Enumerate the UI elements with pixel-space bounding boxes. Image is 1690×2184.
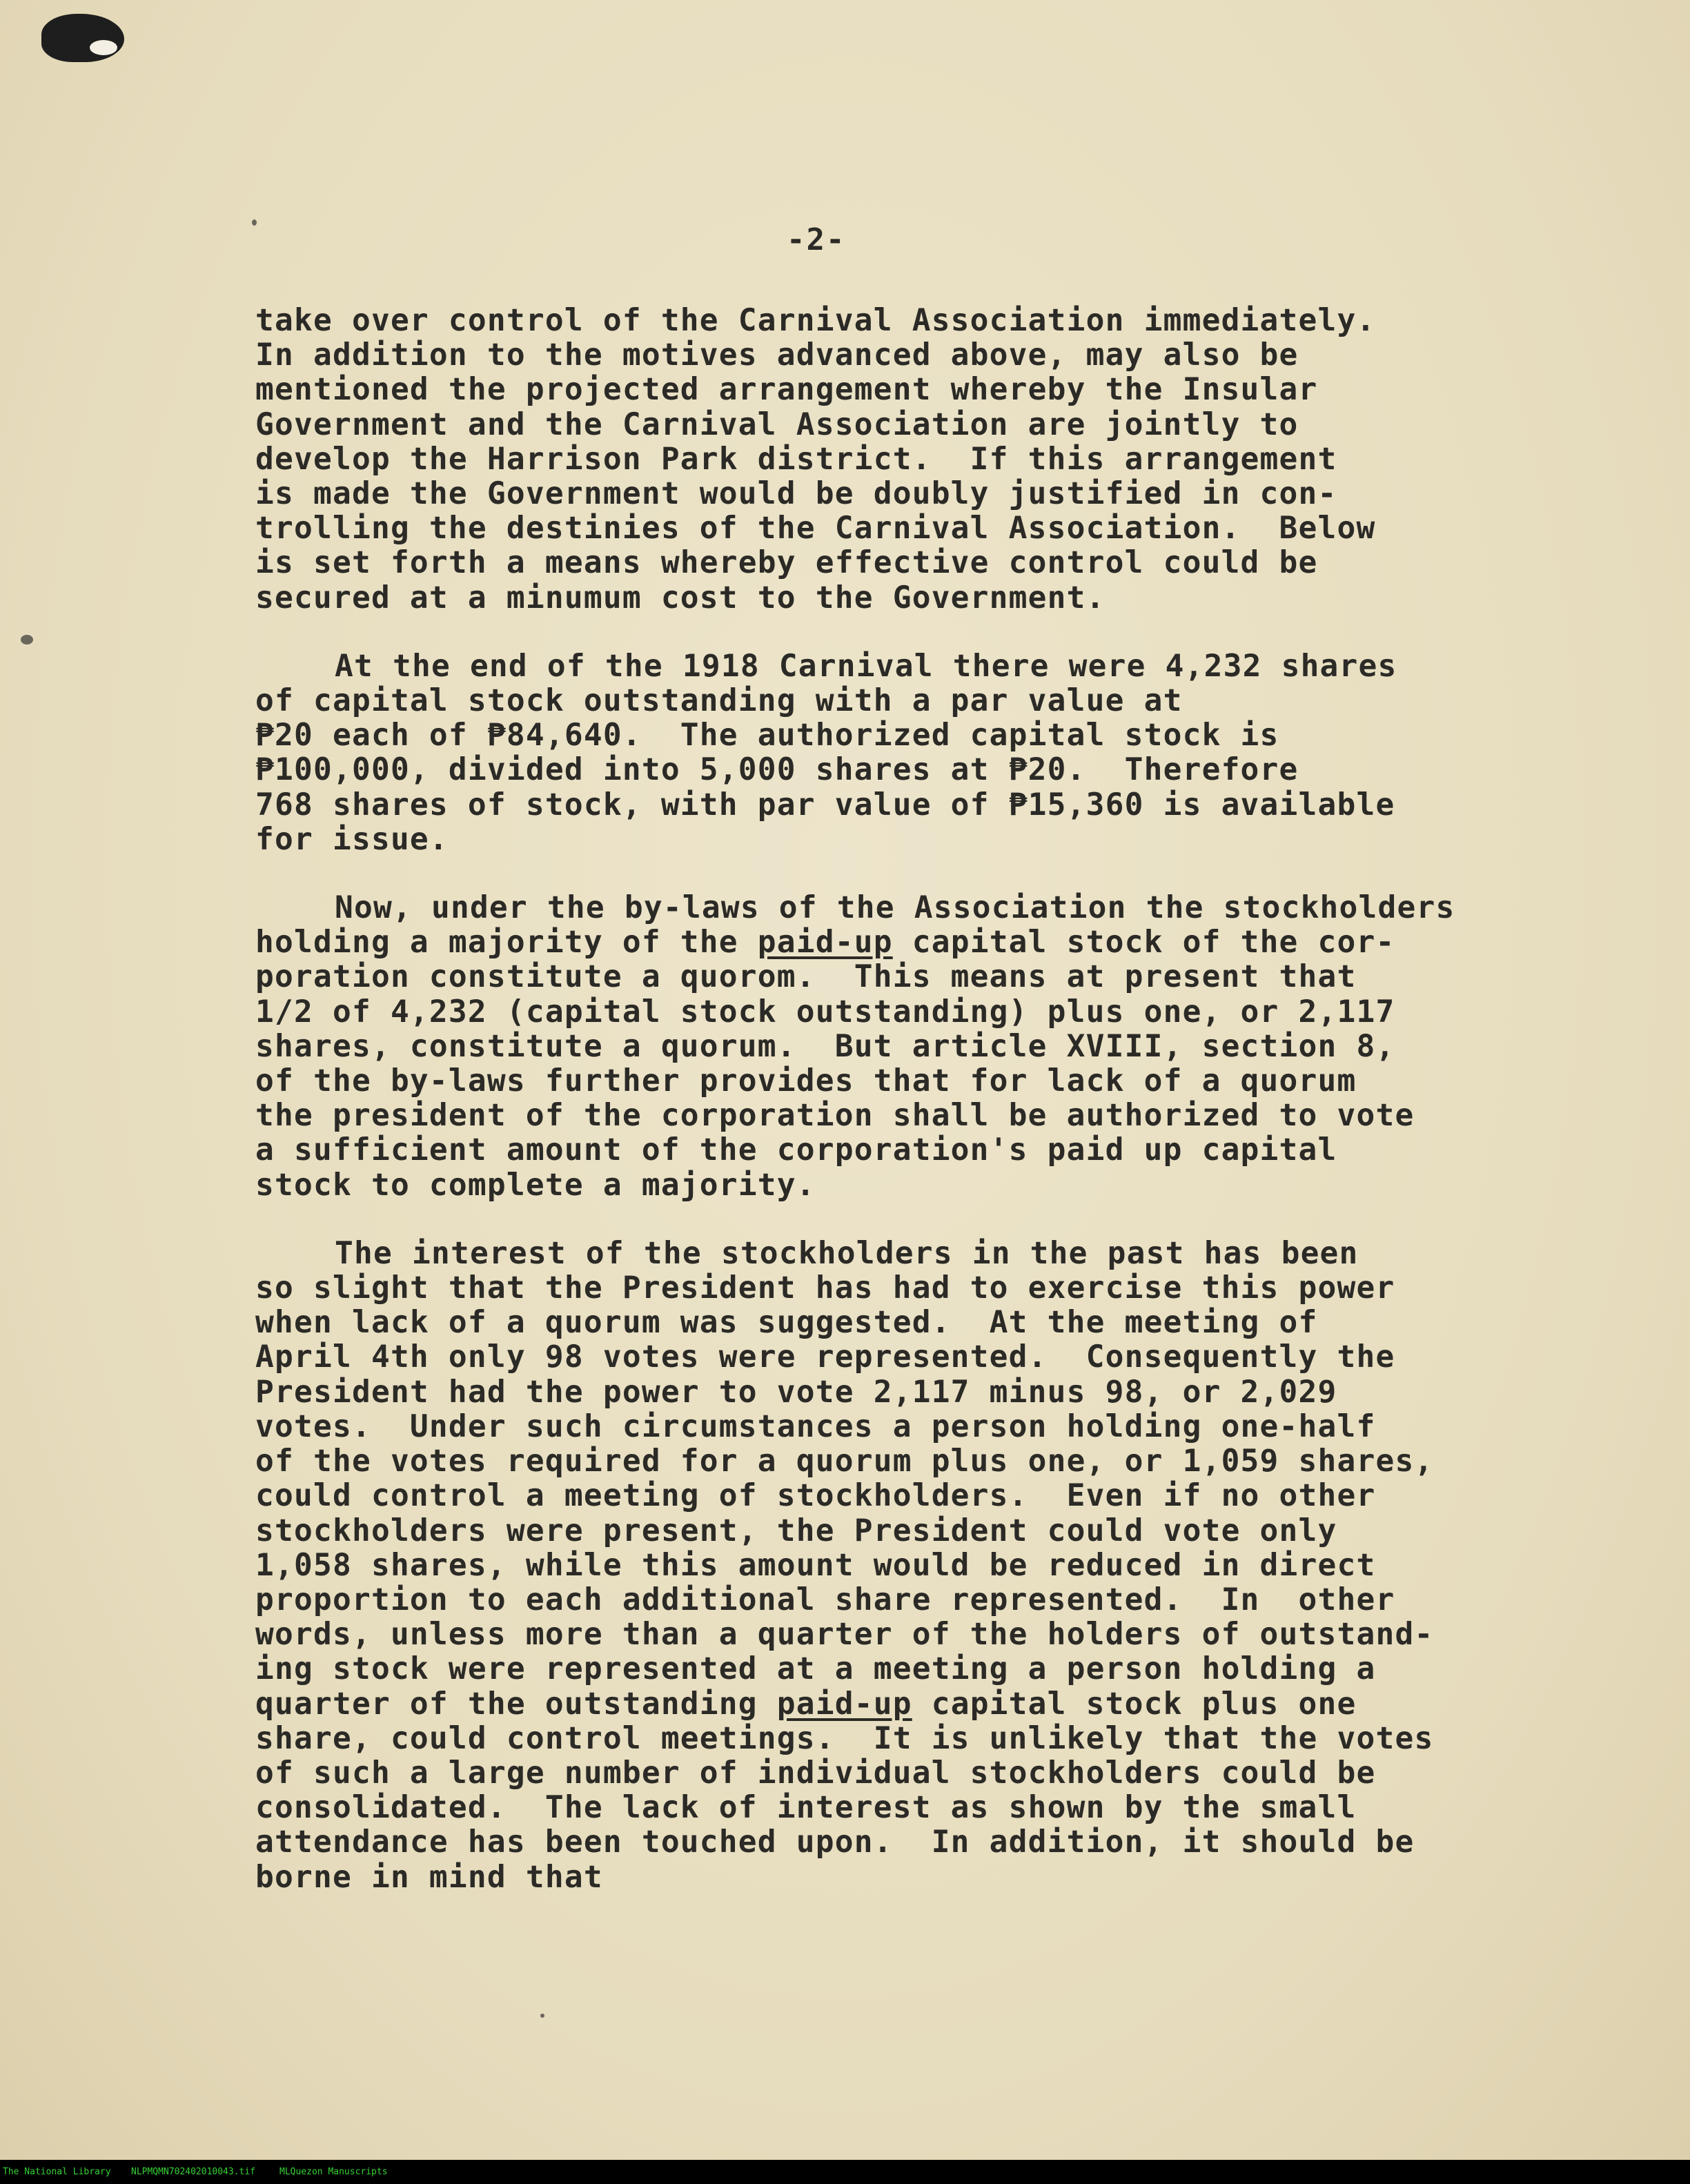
text-line: April 4th only 98 votes were represented. Consequently the — [255, 1339, 1395, 1375]
text-line: stock to complete a majority. — [255, 1167, 816, 1203]
text-line: President had the power to vote 2,117 minus 98, or 2,029 — [255, 1374, 1337, 1410]
underlined-phrase: paid-up — [757, 925, 893, 961]
text-line: consolidated. The lack of interest as shown by the small — [255, 1790, 1357, 1826]
text-line: Government and the Carnival Association are jointly to — [255, 406, 1299, 442]
footer-collection: MLQuezon Manuscripts — [279, 2167, 388, 2177]
footer-filename: NLPMQMN702402010043.tif — [131, 2167, 256, 2177]
text-line: secured at a minumum cost to the Government. — [255, 580, 1106, 616]
text-line: At the end of the 1918 Carnival there were 4,232 shares — [335, 648, 1397, 684]
text-line: 1/2 of 4,232 (capital stock outstanding) plus one, or 2,117 — [255, 994, 1395, 1030]
text-line: when lack of a quorum was suggested. At the meeting of — [255, 1305, 1318, 1341]
text-line: ₱20 each of ₱84,640. The authorized capital stock is — [255, 718, 1279, 754]
text-line: 1,058 shares, while this amount would be reduced in direct — [255, 1547, 1376, 1583]
text-line: attendance has been touched upon. In addition, it should be — [255, 1824, 1415, 1860]
text-line: The interest of the stockholders in the past has been — [335, 1235, 1359, 1271]
text-line: In addition to the motives advanced above, may also be — [255, 337, 1299, 373]
text-line: could control a meeting of stockholders. Even if no other — [255, 1478, 1376, 1514]
paper-speck — [540, 2014, 544, 2018]
text-line: stockholders were present, the President could vote only — [255, 1513, 1337, 1548]
footer-library-label: The National Library — [3, 2167, 111, 2177]
text-line: trolling the destinies of the Carnival Association. Below — [255, 511, 1376, 547]
text-line: of capital stock outstanding with a par value at — [255, 683, 1183, 719]
paragraph — [255, 891, 1566, 1203]
text-line: proportion to each additional share represented. In other — [255, 1582, 1395, 1617]
text-line: develop the Harrison Park district. If this arrangement — [255, 441, 1337, 477]
text-line: is set forth a means whereby effective control could be — [255, 545, 1318, 581]
text-line: for issue. — [255, 821, 449, 857]
text-line: is made the Government would be doubly justified in con- — [255, 476, 1337, 512]
text-line: mentioned the projected arrangement whereby the Insular — [255, 372, 1318, 408]
paragraph — [255, 304, 1566, 616]
text-line: of such a large number of individual stockholders could be — [255, 1755, 1376, 1791]
page-number: -2- — [787, 222, 846, 257]
text-line: take over control of the Carnival Association immediately. — [255, 303, 1376, 338]
text-line: Now, under the by-laws of the Association the stockholders — [335, 890, 1455, 926]
text-line: of the votes required for a quorum plus one, or 1,059 shares, — [255, 1444, 1434, 1479]
paper-speck — [21, 635, 33, 645]
text-line: ing stock were represented at a meeting a person holding a — [255, 1651, 1376, 1687]
text-line: holding a majority of the paid-up capital stock of the cor- — [255, 925, 1395, 961]
paper-speck — [252, 219, 257, 226]
text-line: share, could control meetings. It is unlikely that the votes — [255, 1720, 1434, 1756]
document-body — [255, 304, 1566, 1929]
text-line: poration constitute a quorom. This means at present that — [255, 959, 1357, 995]
text-line: so slight that the President has had to exercise this power — [255, 1270, 1395, 1306]
text-line: shares, constitute a quorum. But article XVIII, section 8, — [255, 1028, 1395, 1064]
text-line: a sufficient amount of the corporation's paid up capital — [255, 1132, 1337, 1168]
ink-blot — [41, 14, 124, 62]
text-line: words, unless more than a quarter of the holders of outstand- — [255, 1617, 1434, 1653]
paragraph — [255, 649, 1566, 857]
text-line: votes. Under such circumstances a person holding one-half — [255, 1408, 1376, 1444]
text-line: 768 shares of stock, with par value of ₱15,360 is available — [255, 787, 1395, 823]
underlined-phrase: paid-up — [776, 1686, 912, 1722]
text-line: borne in mind that — [255, 1859, 603, 1895]
scan-footer-bar — [0, 2160, 1690, 2184]
paragraph — [255, 1237, 1566, 1895]
text-line: ₱100,000, divided into 5,000 shares at ₱20. Therefore — [255, 752, 1299, 788]
text-line: quarter of the outstanding paid-up capital stock plus one — [255, 1686, 1357, 1722]
text-line: of the by-laws further provides that for lack of a quorum — [255, 1063, 1357, 1099]
text-line: the president of the corporation shall be authorized to vote — [255, 1098, 1415, 1134]
